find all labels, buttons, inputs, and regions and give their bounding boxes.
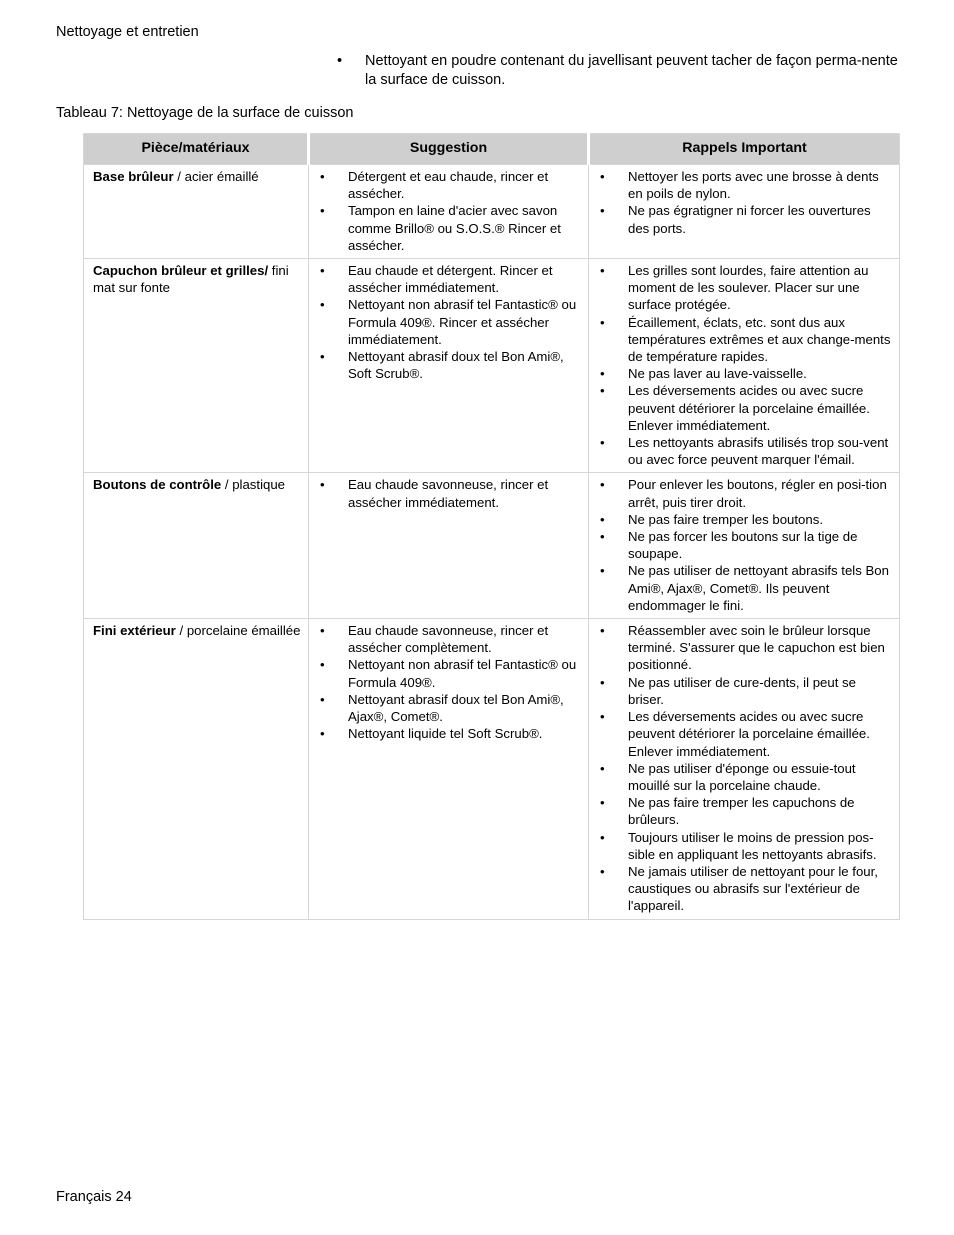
suggestion-text: Nettoyant non abrasif tel Fantastic® ou Formula 409®. xyxy=(348,657,577,690)
reminder-list xyxy=(598,168,893,237)
bullet-icon: • xyxy=(600,829,605,845)
material-cell xyxy=(84,165,309,259)
bullet-icon: • xyxy=(600,263,605,279)
reminder-item xyxy=(598,760,893,794)
table-row xyxy=(84,165,900,259)
suggestion-text: Eau chaude savonneuse, rincer et assécher immédiatement. xyxy=(348,477,549,510)
reminder-list xyxy=(598,622,893,914)
reminder-item xyxy=(598,476,893,510)
material-name: Base brûleur xyxy=(93,169,174,184)
material-name: Fini extérieur xyxy=(93,623,176,639)
reminder-text: Écaillement, éclats, etc. sont dus aux températures extrêmes et aux change-ments de température rapides. xyxy=(628,314,891,365)
reminder-cell xyxy=(589,259,900,473)
suggestion-cell xyxy=(309,473,589,619)
suggestion-list xyxy=(318,168,582,254)
suggestion-cell xyxy=(309,259,589,473)
material-finish: / plastique xyxy=(221,477,285,493)
material-finish: fini mat sur fonte xyxy=(93,263,289,296)
cleaning-table xyxy=(83,133,900,920)
material-name: Boutons de contrôle xyxy=(93,477,222,493)
bullet-icon: • xyxy=(320,169,325,184)
suggestion-text: Nettoyant liquide tel Soft Scrub®. xyxy=(348,726,543,742)
suggestion-list xyxy=(318,262,582,382)
reminder-text: Nettoyer les ports avec une brosse à dents en poils de nylon. xyxy=(628,169,879,202)
material-finish: / acier émaillé xyxy=(173,169,259,184)
reminder-text: Réassembler avec soin le brûleur lorsque terminé. S'assurer que le capuchon est bien positionné. xyxy=(628,623,885,673)
reminder-text: Toujours utiliser le moins de pression pos-sible en appliquant les nettoyants abrasifs. xyxy=(628,829,877,862)
suggestion-item xyxy=(318,725,582,742)
suggestion-item xyxy=(318,168,582,202)
reminder-list xyxy=(598,262,893,468)
reminder-list xyxy=(598,476,893,614)
bullet-icon: • xyxy=(600,383,605,399)
reminder-item xyxy=(598,365,893,382)
reminder-cell xyxy=(589,619,900,919)
suggestion-text: Tampon en laine d'acier avec savon comme Brillo® ou S.O.S.® Rincer et assécher. xyxy=(348,203,561,253)
reminder-item xyxy=(598,708,893,760)
material-name: Capuchon brûleur et grilles/ xyxy=(93,263,269,279)
reminder-text: Ne pas forcer les boutons sur la tige de soupape. xyxy=(628,529,858,562)
bullet-icon: • xyxy=(600,477,605,493)
bullet-icon: • xyxy=(600,623,605,639)
suggestion-item xyxy=(318,476,582,510)
bullet-icon: • xyxy=(600,435,605,451)
reminder-text: Ne pas égratigner ni forcer les ouvertures des ports. xyxy=(628,203,871,236)
suggestion-text: Détergent et eau chaude, rincer et assécher. xyxy=(348,169,549,202)
bullet-icon: • xyxy=(320,263,325,279)
bullet-icon: • xyxy=(320,726,325,742)
suggestion-cell xyxy=(309,619,589,919)
bullet-icon: • xyxy=(337,53,343,69)
bullet-icon: • xyxy=(600,674,605,690)
bullet-icon: • xyxy=(600,529,605,545)
reminder-cell xyxy=(589,473,900,619)
suggestion-item xyxy=(318,656,582,690)
bullet-icon: • xyxy=(600,314,605,330)
table-header-row xyxy=(84,134,900,165)
reminder-text: Ne pas faire tremper les capuchons de brûleurs. xyxy=(628,795,855,828)
bullet-icon: • xyxy=(320,657,325,673)
reminder-item xyxy=(598,863,893,915)
suggestion-text: Nettoyant non abrasif tel Fantastic® ou Formula 409®. Rincer et assécher immédiatement. xyxy=(348,297,577,347)
suggestion-text: Nettoyant abrasif doux tel Bon Ami®, Soft Scrub®. xyxy=(348,349,564,382)
suggestion-text: Nettoyant abrasif doux tel Bon Ami®, Ajax®, Comet®. xyxy=(348,691,564,725)
reminder-text: Ne pas utiliser de cure-dents, il peut se briser. xyxy=(628,674,856,707)
bullet-icon: • xyxy=(320,203,325,219)
reminder-item xyxy=(598,794,893,828)
bullet-icon: • xyxy=(600,563,605,579)
suggestion-list xyxy=(318,476,582,510)
bullet-icon: • xyxy=(320,477,325,493)
suggestion-item xyxy=(318,622,582,656)
bullet-icon: • xyxy=(600,709,605,725)
suggestion-text: Eau chaude savonneuse, rincer et assécher complètement. xyxy=(348,623,549,656)
reminder-text: Pour enlever les boutons, régler en posi-tion arrêt, puis tirer droit. xyxy=(628,477,887,510)
reminder-cell xyxy=(589,165,900,259)
bullet-icon: • xyxy=(320,297,325,313)
bullet-icon: • xyxy=(600,863,605,879)
reminder-item xyxy=(598,674,893,708)
suggestion-item xyxy=(318,348,582,382)
suggestion-list xyxy=(318,622,582,742)
reminder-text: Ne pas utiliser de nettoyant abrasifs tels Bon Ami®, Ajax®, Comet®. Ils peuvent endommager le fini. xyxy=(628,563,889,613)
bullet-icon: • xyxy=(600,511,605,527)
material-cell xyxy=(84,619,309,919)
material-cell xyxy=(84,473,309,619)
bullet-icon: • xyxy=(600,366,605,382)
reminder-item xyxy=(598,528,893,562)
suggestion-cell xyxy=(309,165,589,259)
bullet-icon: • xyxy=(600,203,605,219)
reminder-item xyxy=(598,168,893,202)
material-cell xyxy=(84,259,309,473)
header-reminders: Rappels Important xyxy=(589,134,900,165)
bullet-icon: • xyxy=(320,349,325,365)
reminder-item xyxy=(598,382,893,434)
header-suggestion: Suggestion xyxy=(309,134,589,165)
suggestion-text: Eau chaude et détergent. Rincer et assécher immédiatement. xyxy=(348,263,553,296)
table-row xyxy=(84,473,900,619)
suggestion-item xyxy=(318,262,582,296)
reminder-item xyxy=(598,511,893,528)
reminder-text: Ne pas laver au lave-vaisselle. xyxy=(628,366,807,382)
material-finish: / porcelaine émaillée xyxy=(175,623,301,639)
bullet-icon: • xyxy=(320,623,325,639)
section-header: Nettoyage et entretien xyxy=(56,24,199,40)
table-row xyxy=(84,259,900,473)
bullet-icon: • xyxy=(320,691,325,707)
page-footer: Français 24 xyxy=(56,1189,132,1205)
header-material: Pièce/matériaux xyxy=(84,134,309,165)
bullet-icon: • xyxy=(600,795,605,811)
reminder-item xyxy=(598,314,893,366)
reminder-item xyxy=(598,622,893,674)
reminder-text: Les grilles sont lourdes, faire attention au moment de les soulever. Placer sur une surface protégée. xyxy=(628,263,869,313)
bullet-icon: • xyxy=(600,169,605,184)
reminder-text: Les déversements acides ou avec sucre peuvent détériorer la porcelaine émaillée. Enlever immédiatement. xyxy=(628,709,870,759)
reminder-item xyxy=(598,202,893,236)
table-caption: Tableau 7: Nettoyage de la surface de cuisson xyxy=(56,105,354,121)
suggestion-item xyxy=(318,691,582,725)
reminder-item xyxy=(598,829,893,863)
reminder-item xyxy=(598,434,893,468)
bullet-icon: • xyxy=(600,760,605,776)
intro-bullet xyxy=(337,52,903,90)
reminder-item xyxy=(598,262,893,314)
reminder-text: Les déversements acides ou avec sucre peuvent détériorer la porcelaine émaillée. Enlever immédiatement. xyxy=(628,383,870,433)
suggestion-item xyxy=(318,202,582,254)
reminder-item xyxy=(598,562,893,614)
reminder-text: Les nettoyants abrasifs utilisés trop sou-vent ou avec force peuvent marquer l'émail. xyxy=(628,435,889,468)
intro-bullet-text: Nettoyant en poudre contenant du javellisant peuvent tacher de façon perma-nente la surface de cuisson. xyxy=(365,53,898,88)
suggestion-item xyxy=(318,296,582,348)
reminder-text: Ne pas utiliser d'éponge ou essuie-tout mouillé sur la porcelaine chaude. xyxy=(628,760,856,793)
table-body xyxy=(84,165,900,920)
reminder-text: Ne pas faire tremper les boutons. xyxy=(628,511,823,527)
reminder-text: Ne jamais utiliser de nettoyant pour le four, caustiques ou abrasifs sur l'extérieur de l'appareil. xyxy=(628,863,878,914)
table-row xyxy=(84,619,900,919)
